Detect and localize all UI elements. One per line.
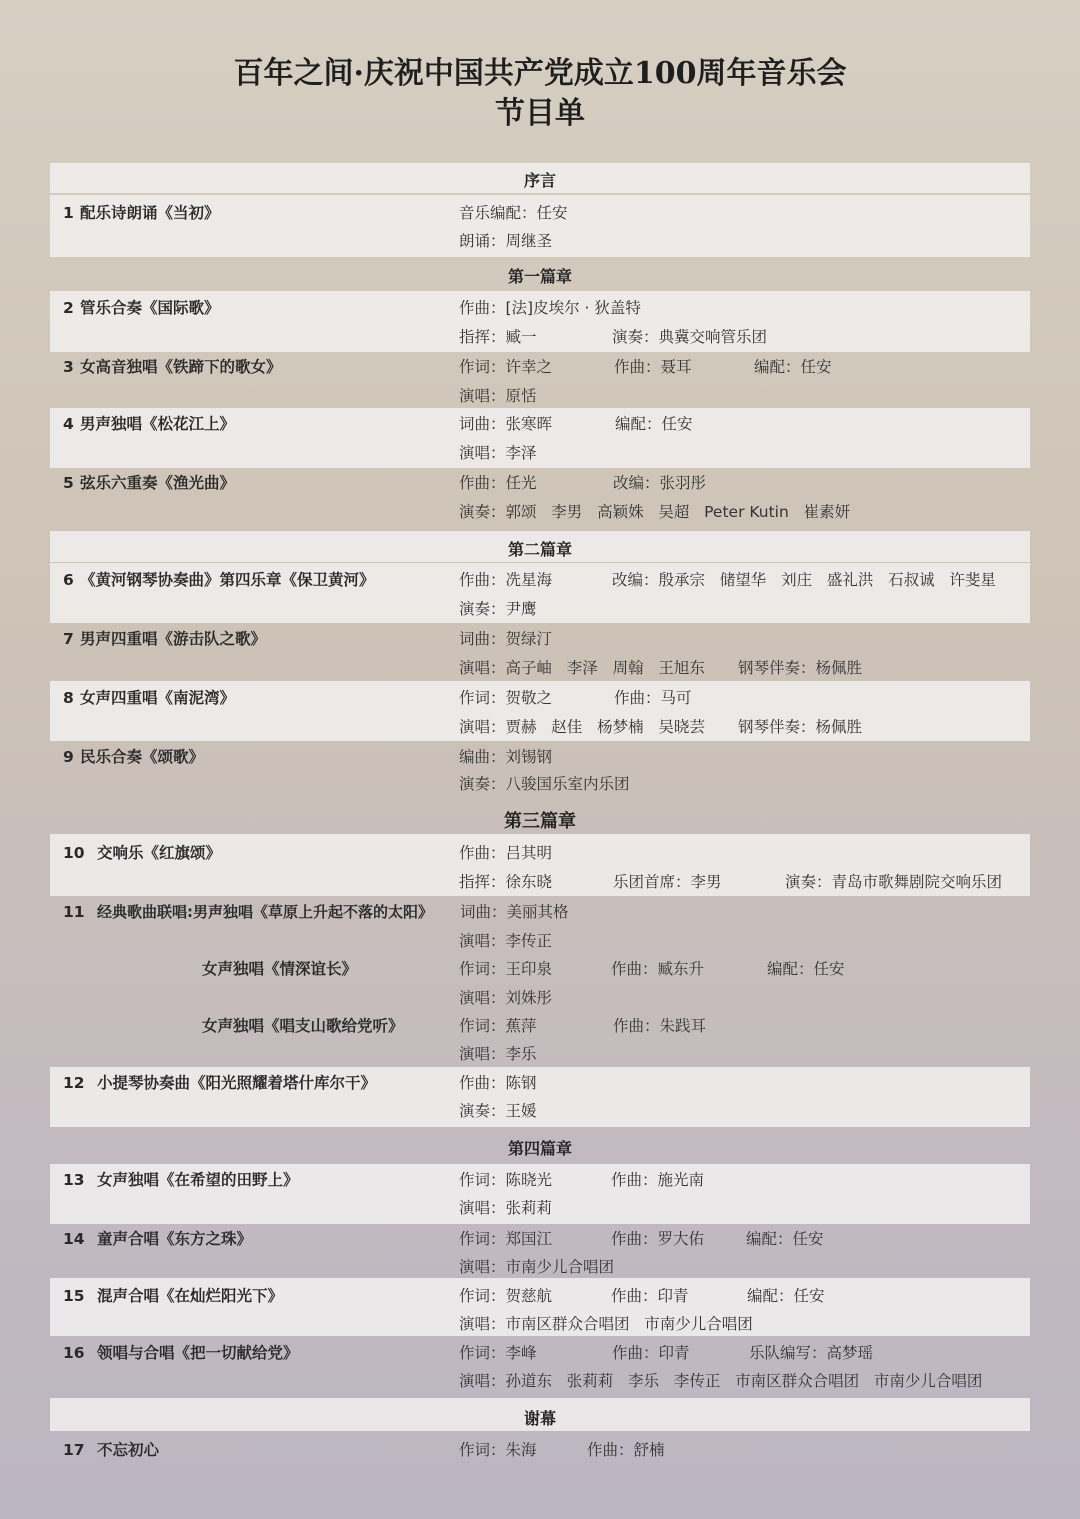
credit: 作曲：臧东升 [611, 960, 705, 978]
item-title: 领唱与合唱《把一切献给党》 [97, 1344, 299, 1362]
item-title: 交响乐《红旗颂》 [97, 844, 222, 862]
item-number: 10 [63, 844, 85, 862]
item-number: 11 [63, 903, 85, 921]
section-heading: 序言 [523, 171, 556, 190]
item-title: 经典歌曲联唱:男声独唱《草原上升起不落的太阳》 [97, 903, 434, 921]
credit: 编曲：刘锡钢 [459, 748, 553, 766]
credit: 演奏：王媛 [459, 1102, 537, 1120]
item-number: 15 [63, 1287, 85, 1305]
credit: 词曲：贺绿汀 [459, 630, 553, 648]
item-number: 13 [63, 1171, 85, 1189]
credit: 词曲：美丽其格 [460, 903, 569, 921]
item-number: 5 [63, 474, 74, 492]
credit: 编配：任安 [754, 358, 832, 376]
page-subtitle: 节目单 [495, 96, 585, 131]
credit: 作词：郑国江 [459, 1230, 553, 1248]
item-number: 3 [63, 358, 74, 376]
credit: 演唱：张莉莉 [459, 1199, 553, 1217]
credit: 乐团首席：李男 [613, 873, 722, 891]
item-number: 12 [63, 1074, 85, 1092]
item-title: 男声独唱《松花江上》 [80, 415, 236, 433]
credit: 作词：朱海 [459, 1441, 537, 1459]
credit: 编配：任安 [746, 1230, 824, 1248]
credit: 指挥：徐东晓 [459, 873, 553, 891]
item-title: 女声独唱《情深谊长》 [202, 960, 358, 978]
item-title: 童声合唱《东方之珠》 [97, 1230, 253, 1248]
section-heading: 第二篇章 [507, 540, 572, 559]
item-title: 民乐合奏《颂歌》 [80, 748, 205, 766]
credit: 作词：蕉萍 [459, 1017, 537, 1035]
section-heading: 第四篇章 [507, 1139, 572, 1158]
credit: 钢琴伴奏：杨佩胜 [738, 718, 863, 736]
item-title: 配乐诗朗诵《当初》 [80, 204, 220, 222]
credit: 作曲：舒楠 [587, 1441, 665, 1459]
item-title: 女高音独唱《铁蹄下的歌女》 [80, 358, 282, 376]
credit: 作曲：印青 [611, 1287, 689, 1305]
item-title: 女声四重唱《南泥湾》 [80, 689, 236, 707]
item-title: 女声独唱《在希望的田野上》 [97, 1171, 299, 1189]
item-number: 2 [63, 299, 74, 317]
credit: 音乐编配：任安 [459, 204, 568, 222]
credit: 演唱：市南区群众合唱团 市南少儿合唱团 [459, 1315, 753, 1333]
credit: 演奏：尹鹰 [459, 600, 537, 618]
item-number: 9 [63, 748, 74, 766]
credit: 改编：殷承宗 储望华 刘庄 盛礼洪 石叔诚 许斐星 [612, 571, 996, 589]
section-heading: 第三篇章 [504, 811, 576, 832]
page-title: 百年之间·庆祝中国共产党成立100周年音乐会 [233, 56, 847, 91]
credit: 作曲：聂耳 [614, 358, 692, 376]
credit: 指挥：臧一 [459, 328, 537, 346]
credit: 作曲：[法]皮埃尔 · 狄盖特 [459, 299, 641, 317]
credit: 编配：任安 [767, 960, 845, 978]
credit: 钢琴伴奏：杨佩胜 [738, 659, 863, 677]
item-number: 7 [63, 630, 74, 648]
item-number: 8 [63, 689, 74, 707]
item-number: 17 [63, 1441, 85, 1459]
item-number: 14 [63, 1230, 85, 1248]
credit: 演唱：李传正 [459, 932, 553, 950]
credit: 作曲：冼星海 [459, 571, 553, 589]
item-title: 《黄河钢琴协奏曲》第四乐章《保卫黄河》 [80, 571, 375, 589]
item-title: 弦乐六重奏《渔光曲》 [80, 474, 236, 492]
credit: 作曲：任光 [459, 474, 537, 492]
credit: 演唱：李泽 [459, 444, 537, 462]
credit: 演唱：高子岫 李泽 周翰 王旭东 [459, 659, 705, 677]
item-title: 管乐合奏《国际歌》 [80, 299, 220, 317]
section-heading: 谢幕 [523, 1409, 556, 1428]
credit: 作词：许幸之 [459, 358, 553, 376]
credit: 演唱：贾赫 赵佳 杨梦楠 吴晓芸 [459, 718, 705, 736]
credit: 作词：李峰 [459, 1344, 537, 1362]
credit: 演唱：原恬 [459, 387, 537, 405]
credit: 作曲：马可 [614, 689, 692, 707]
item-number: 1 [63, 204, 74, 222]
credit: 作词：贺慈航 [459, 1287, 553, 1305]
item-title: 不忘初心 [97, 1441, 160, 1459]
item-number: 16 [63, 1344, 85, 1362]
credit: 作曲：朱践耳 [613, 1017, 707, 1035]
credit: 作曲：罗大佑 [611, 1230, 705, 1248]
credit: 作曲：施光南 [611, 1171, 705, 1189]
credit: 演奏：典冀交响管乐团 [612, 328, 768, 346]
item-title: 小提琴协奏曲《阳光照耀着塔什库尔干》 [97, 1074, 377, 1092]
item-number: 6 [63, 571, 74, 589]
item-title: 男声四重唱《游击队之歌》 [80, 630, 267, 648]
credit: 朗诵：周继圣 [459, 232, 553, 250]
credit: 演奏：青岛市歌舞剧院交响乐团 [785, 873, 1003, 891]
credit: 演唱：刘姝彤 [459, 989, 553, 1007]
credit: 演唱：市南少儿合唱团 [459, 1258, 615, 1276]
credit: 演唱：孙道东 张莉莉 李乐 李传正 市南区群众合唱团 市南少儿合唱团 [459, 1372, 983, 1390]
credit: 编配：任安 [747, 1287, 825, 1305]
credit: 改编：张羽彤 [613, 474, 707, 492]
item-number: 4 [63, 415, 74, 433]
credit: 作词：贺敬之 [459, 689, 553, 707]
credit: 演奏：八骏国乐室内乐团 [459, 775, 630, 793]
item-title: 女声独唱《唱支山歌给党听》 [202, 1017, 404, 1035]
item-title: 混声合唱《在灿烂阳光下》 [97, 1287, 284, 1305]
credit: 作词：陈晓光 [459, 1171, 553, 1189]
credit: 词曲：张寒晖 [459, 415, 553, 433]
credit: 作曲：印青 [612, 1344, 690, 1362]
credit: 乐队编写：高梦瑶 [749, 1344, 874, 1362]
credit: 作曲：吕其明 [459, 844, 553, 862]
credit: 演唱：李乐 [459, 1045, 537, 1063]
section-heading: 第一篇章 [507, 267, 572, 286]
credit: 作曲：陈钢 [459, 1074, 537, 1092]
credit: 作词：王印泉 [459, 960, 553, 978]
credit: 演奏：郭颂 李男 高颖姝 吴超 Peter Kutin 崔素妍 [459, 503, 851, 521]
credit: 编配：任安 [615, 415, 693, 433]
